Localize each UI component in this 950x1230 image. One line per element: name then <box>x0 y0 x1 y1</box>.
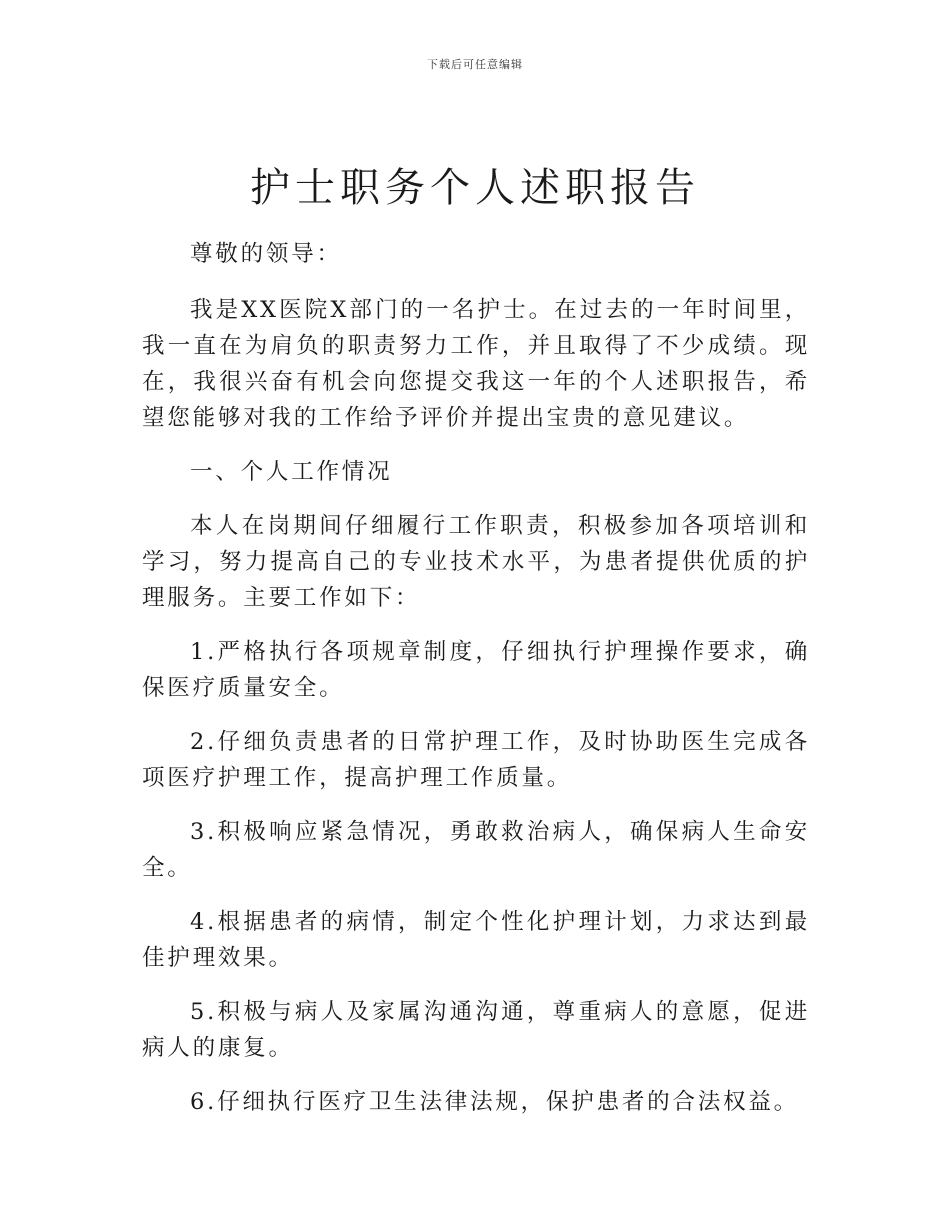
work-summary-paragraph: 本人在岗期间仔细履行工作职责，积极参加各项培训和学习，努力提高自己的专业技术水平，为患者提供优质的护理服务。主要工作如下： <box>142 513 810 611</box>
list-item: 5.积极与病人及家属沟通沟通，尊重病人的意愿，促进病人的康复。 <box>142 999 810 1061</box>
list-item: 1.严格执行各项规章制度，仔细执行护理操作要求，确保医疗质量安全。 <box>142 639 810 701</box>
header-note: 下载后可任意编辑 <box>427 58 523 71</box>
list-item: 6.仔细执行医疗卫生法律法规，保护患者的合法权益。 <box>190 1089 799 1115</box>
list-item: 2.仔细负责患者的日常护理工作，及时协助医生完成各项医疗护理工作，提高护理工作质量。 <box>142 729 810 791</box>
document-body <box>142 236 810 1138</box>
salutation: 尊敬的领导： <box>190 241 342 267</box>
list-item: 3.积极响应紧急情况，勇敢救治病人，确保病人生命安全。 <box>142 819 810 881</box>
section-heading: 一、个人工作情况 <box>190 459 393 485</box>
list-item: 4.根据患者的病情，制定个性化护理计划，力求达到最佳护理效果。 <box>142 909 810 971</box>
intro-paragraph: 我是XX医院X部门的一名护士。在过去的一年时间里，我一直在为肩负的职责努力工作，并且取得了不少成绩。现在，我很兴奋有机会向您提交我这一年的个人述职报告，希望您能够对我的工作给予评价并提出宝贵的意见建议。 <box>142 297 810 431</box>
document-title: 护士职务个人述职报告 <box>250 165 700 211</box>
